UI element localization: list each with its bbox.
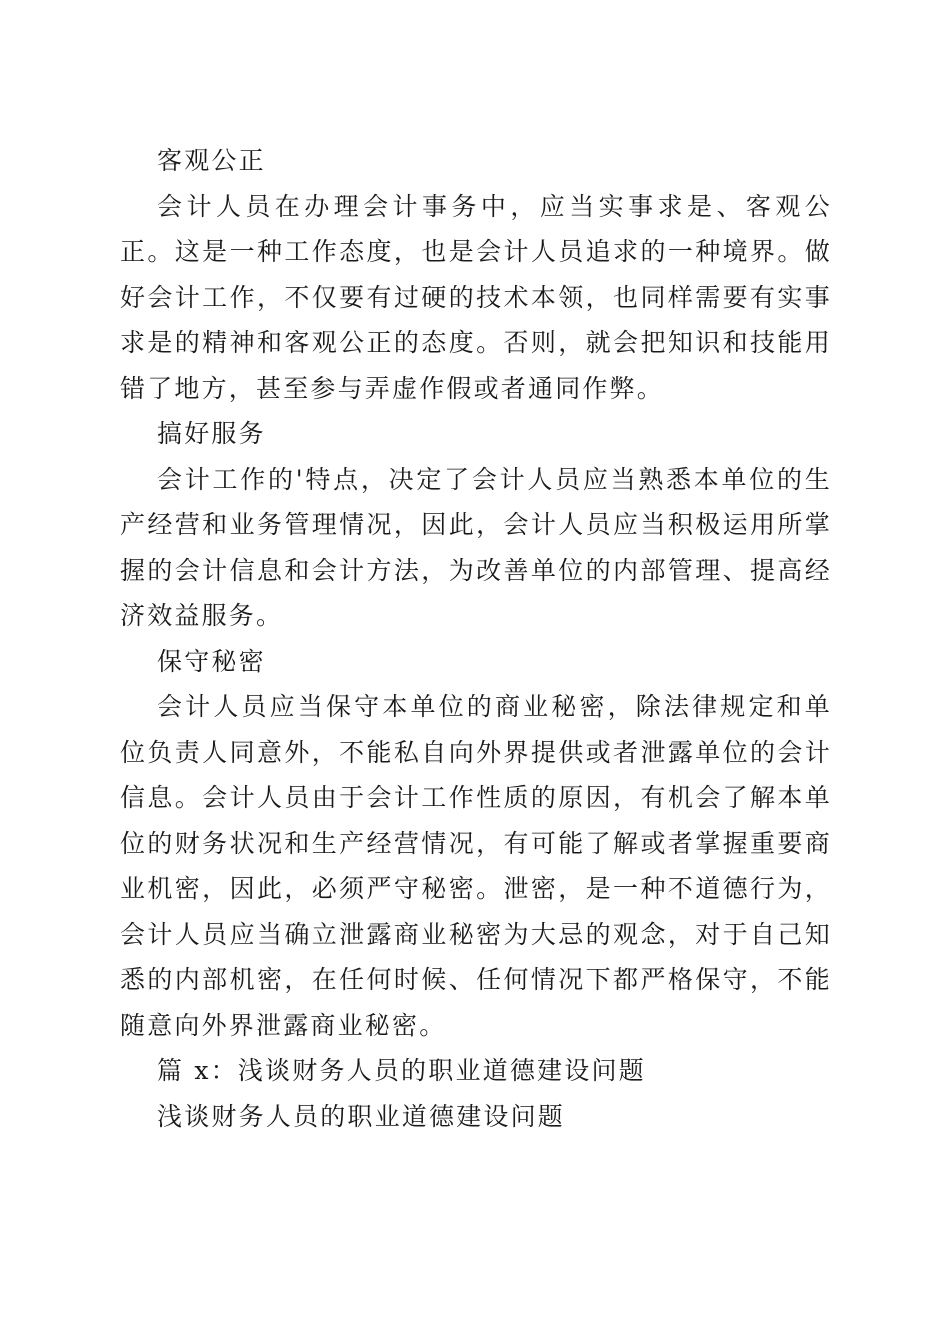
section-body-objective-fairness: 会计人员在办理会计事务中，应当实事求是、客观公正。这是一种工作态度，也是会计人员追求的一种境界。做好会计工作，不仅要有过硬的技术本领，也同样需要有实事求是的精神和客观公正的态度。否则，就会把知识和技能用错了地方，甚至参与弄虚作假或者通同作弊。 xyxy=(120,191,832,403)
section-heading-good-service: 搞好服务 xyxy=(157,419,266,448)
section-body-confidentiality: 会计人员应当保守本单位的商业秘密，除法律规定和单位负责人同意外，不能私自向外界提供或者泄露单位的会计信息。会计人员由于会计工作性质的原因，有机会了解本单位的财务状况和生产经营情况，有可能了解或者掌握重要商业机密，因此，必须严守秘密。泄密，是一种不道德行为，会计人员应当确立泄露商业秘密为大忌的观念，对于自己知悉的内部机密，在任何时候、任何情况下都严格保守，不能随意向外界泄露商业秘密。 xyxy=(120,692,832,1040)
section-body-good-service: 会计工作的'特点，决定了会计人员应当熟悉本单位的生产经营和业务管理情况，因此，会计人员应当积极运用所掌握的会计信息和会计方法，为改善单位的内部管理、提高经济效益服务。 xyxy=(120,464,832,630)
section-heading-confidentiality: 保守秘密 xyxy=(157,646,266,676)
document-body xyxy=(120,138,832,1139)
section-heading-objective-fairness: 客观公正 xyxy=(157,146,266,175)
article-title: 浅谈财务人员的职业道德建设问题 xyxy=(157,1101,566,1131)
article-label: 篇 x：浅谈财务人员的职业道德建设问题 xyxy=(157,1056,646,1085)
